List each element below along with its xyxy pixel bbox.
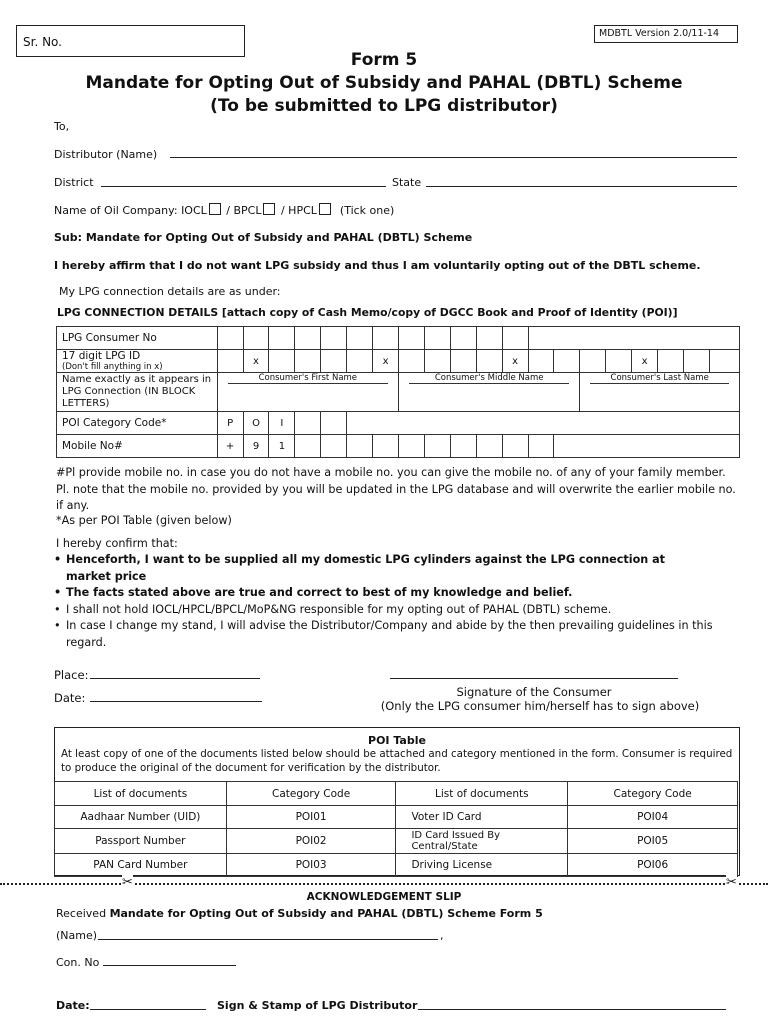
- form-number: Form 5: [350, 50, 418, 70]
- connection-heading: LPG CONNECTION DETAILS [attach copy of Cash Memo/copy of DGCC Book and Proof of Identity (POI)]: [57, 306, 678, 319]
- x-mark: x: [243, 350, 269, 373]
- cell[interactable]: [321, 350, 347, 373]
- consumer-no-row: [57, 327, 740, 350]
- ack-name-field[interactable]: [98, 939, 438, 940]
- confirm-text: I shall not hold IOCL/HPCL/BPCL/MoP&NG responsible for my opting out of PAHAL (DBTL) scheme.: [66, 602, 612, 616]
- confirm-text: The facts stated above are true and correct to best of my knowledge and belief.: [66, 586, 573, 599]
- poi-row: [55, 854, 738, 877]
- poi-cell: Aadhaar Number (UID): [55, 806, 227, 829]
- cell[interactable]: [424, 435, 450, 458]
- signature-field[interactable]: [390, 678, 678, 679]
- to-label: To,: [54, 120, 70, 133]
- cell[interactable]: [321, 327, 347, 350]
- poi-header: Category Code: [568, 782, 738, 806]
- cell[interactable]: [528, 350, 554, 373]
- iocl-checkbox[interactable]: [209, 203, 221, 215]
- bullet-icon: •: [54, 553, 62, 566]
- ack-sign-field[interactable]: [418, 1009, 726, 1010]
- mobile-label: Mobile No#: [57, 435, 218, 458]
- cell[interactable]: [398, 350, 424, 373]
- poi-header-row: [55, 782, 738, 806]
- date-label: Date:: [54, 691, 86, 705]
- oil-company-label: Name of Oil Company:: [54, 204, 178, 217]
- last-name-cell[interactable]: [580, 373, 740, 412]
- confirm-item: [54, 602, 740, 619]
- cell[interactable]: [554, 350, 580, 373]
- cell[interactable]: [217, 350, 243, 373]
- ack-con-no-field[interactable]: [103, 965, 236, 966]
- confirm-intro: I hereby confirm that:: [56, 537, 178, 550]
- first-name-cell[interactable]: [217, 373, 398, 412]
- confirm-item: [54, 552, 740, 585]
- poi-cell: Voter ID Card: [396, 806, 568, 829]
- poi-cell: POI03: [226, 854, 396, 877]
- x-mark: x: [502, 350, 528, 373]
- lpg-id-note: (Don't fill anything in x): [62, 361, 163, 372]
- signature-note: (Only the LPG consumer him/herself has to sign above): [380, 699, 700, 713]
- cell[interactable]: [373, 327, 399, 350]
- date-field[interactable]: [90, 701, 262, 702]
- bullet-icon: •: [54, 619, 61, 632]
- connection-table: [56, 326, 740, 458]
- oil-company-row: [54, 203, 394, 217]
- x-mark: x: [632, 350, 658, 373]
- middle-name-caption: Consumer's Middle Name: [409, 373, 569, 384]
- cell[interactable]: [424, 350, 450, 373]
- cell[interactable]: [476, 327, 502, 350]
- cell[interactable]: [269, 327, 295, 350]
- poi-cell: POI05: [568, 829, 738, 854]
- scissors-icon: ✂: [726, 875, 737, 890]
- cell: [347, 412, 740, 435]
- cell[interactable]: [295, 435, 321, 458]
- confirm-item: [54, 585, 740, 602]
- poi-cell: Driving License: [396, 854, 568, 877]
- cell[interactable]: [580, 350, 606, 373]
- poi-char: I: [269, 412, 295, 435]
- cell[interactable]: [658, 350, 684, 373]
- ack-date-label: Date:: [56, 999, 90, 1012]
- cell[interactable]: [321, 435, 347, 458]
- poi-table-box: [54, 727, 740, 876]
- cell[interactable]: [528, 435, 554, 458]
- bpcl-checkbox[interactable]: [263, 203, 275, 215]
- ack-name-comma: ,: [440, 929, 444, 942]
- ack-sign-label: Sign & Stamp of LPG Distributor: [217, 999, 418, 1012]
- poi-char: P: [217, 412, 243, 435]
- subject-line: Sub: Mandate for Opting Out of Subsidy and PAHAL (DBTL) Scheme: [54, 231, 473, 244]
- lpg-id-row: [57, 350, 740, 373]
- first-name-caption: Consumer's First Name: [228, 373, 388, 384]
- consumer-no-label: LPG Consumer No: [57, 327, 218, 350]
- ack-received-prefix: Received: [56, 907, 107, 920]
- tick-hint: (Tick one): [339, 204, 395, 217]
- cell[interactable]: [683, 350, 709, 373]
- cell[interactable]: [450, 327, 476, 350]
- confirm-text: Henceforth, I want to be supplied all my domestic LPG cylinders against the LPG connection at market price: [66, 553, 666, 583]
- sr-no-label: Sr. No.: [23, 35, 62, 49]
- x-mark: x: [373, 350, 399, 373]
- bpcl-label: / BPCL: [226, 204, 262, 217]
- version-label: MDBTL Version 2.0/11-14: [599, 28, 720, 39]
- state-field[interactable]: [426, 186, 737, 187]
- state-label: State: [392, 176, 422, 189]
- ack-received: [56, 907, 543, 920]
- lpg-id-label: [57, 350, 218, 373]
- cell[interactable]: [295, 327, 321, 350]
- hpcl-label: / HPCL: [280, 204, 317, 217]
- place-field[interactable]: [90, 678, 260, 679]
- mobile-row: [57, 435, 740, 458]
- page-title: Mandate for Opting Out of Subsidy and PAHAL (DBTL) Scheme: [85, 73, 683, 93]
- cell[interactable]: [502, 435, 528, 458]
- signature-label: Signature of the Consumer: [456, 685, 612, 699]
- poi-char: O: [243, 412, 269, 435]
- ack-name-label: (Name): [56, 929, 98, 942]
- cell[interactable]: [347, 435, 373, 458]
- connection-intro: My LPG connection details are as under:: [59, 285, 281, 298]
- cell[interactable]: [217, 327, 243, 350]
- mobile-char: +: [217, 435, 243, 458]
- cell[interactable]: [243, 327, 269, 350]
- cell[interactable]: [709, 350, 739, 373]
- middle-name-cell[interactable]: [398, 373, 579, 412]
- cell[interactable]: [373, 435, 399, 458]
- cell[interactable]: [450, 435, 476, 458]
- cell[interactable]: [269, 350, 295, 373]
- poi-header: List of documents: [396, 782, 568, 806]
- name-row: [57, 373, 740, 412]
- cell[interactable]: [347, 327, 373, 350]
- ack-title: ACKNOWLEDGEMENT SLIP: [306, 891, 462, 903]
- poi-cell: POI06: [568, 854, 738, 877]
- mobile-note: #Pl provide mobile no. in case you do not have a mobile no. you can give the mobile no. of any of your family member. Pl. note that the mobile no. provided by you will be updated in the LPG database and will overwrite the earlier mobile no. if any.: [56, 466, 736, 512]
- mobile-char: 1: [269, 435, 295, 458]
- poi-cell: POI01: [226, 806, 396, 829]
- cell[interactable]: [347, 350, 373, 373]
- bullet-icon: •: [54, 602, 61, 616]
- district-label: District: [54, 176, 94, 189]
- confirm-text: In case I change my stand, I will advise the Distributor/Company and abide by the then prevailing guidelines in this regard.: [66, 619, 713, 649]
- name-label: Name exactly as it appears in LPG Connection (IN BLOCK LETTERS): [57, 373, 218, 412]
- poi-header: List of documents: [55, 782, 227, 806]
- distributor-label: Distributor (Name): [54, 148, 158, 161]
- poi-cell: POI02: [226, 829, 396, 854]
- cell[interactable]: [424, 327, 450, 350]
- last-name-caption: Consumer's Last Name: [590, 373, 729, 384]
- cell[interactable]: [476, 350, 502, 373]
- poi-header: Category Code: [226, 782, 396, 806]
- cell[interactable]: [398, 327, 424, 350]
- cell[interactable]: [450, 350, 476, 373]
- cell[interactable]: [295, 350, 321, 373]
- ack-con-no-label: Con. No: [56, 956, 100, 969]
- iocl-label: IOCL: [181, 204, 207, 217]
- mobile-char: 9: [243, 435, 269, 458]
- cell: [554, 435, 740, 458]
- poi-row: [55, 829, 738, 854]
- poi-cell: Passport Number: [55, 829, 227, 854]
- cell[interactable]: [606, 350, 632, 373]
- poi-table-title: POI Table: [368, 734, 426, 747]
- scissors-icon: ✂: [122, 875, 133, 890]
- page-subtitle: (To be submitted to LPG distributor): [210, 96, 558, 116]
- hpcl-checkbox[interactable]: [319, 203, 331, 215]
- poi-code-row: [57, 412, 740, 435]
- district-field[interactable]: [101, 186, 386, 187]
- cell[interactable]: [321, 412, 347, 435]
- poi-table: [54, 781, 738, 877]
- bullet-icon: •: [54, 586, 62, 599]
- cell[interactable]: [398, 435, 424, 458]
- affirm-statement: I hereby affirm that I do not want LPG subsidy and thus I am voluntarily opting out of the DBTL scheme.: [54, 259, 701, 272]
- cell: [528, 327, 739, 350]
- distributor-field[interactable]: [170, 157, 737, 158]
- ack-received-form: Mandate for Opting Out of Subsidy and PAHAL (DBTL) Scheme Form 5: [109, 907, 543, 920]
- confirm-list: [54, 552, 740, 651]
- lpg-id-title: 17 digit LPG ID: [62, 349, 141, 362]
- poi-note: *As per POI Table (given below): [56, 514, 232, 527]
- cell[interactable]: [476, 435, 502, 458]
- cut-line: [0, 883, 768, 885]
- poi-table-desc: At least copy of one of the documents listed below should be attached and category mentioned in the form. Consumer is required to produce the original of the document for verification by the distributor.: [61, 748, 733, 774]
- poi-cell: PAN Card Number: [55, 854, 227, 877]
- place-label: Place:: [54, 668, 89, 682]
- cell[interactable]: [295, 412, 321, 435]
- cell[interactable]: [502, 327, 528, 350]
- poi-cell: ID Card Issued By Central/State: [396, 829, 568, 854]
- poi-cell: POI04: [568, 806, 738, 829]
- ack-date-field[interactable]: [90, 1009, 206, 1010]
- version-box: [594, 25, 738, 43]
- confirm-item: [54, 618, 740, 651]
- poi-row: [55, 806, 738, 829]
- poi-code-label: POI Category Code*: [57, 412, 218, 435]
